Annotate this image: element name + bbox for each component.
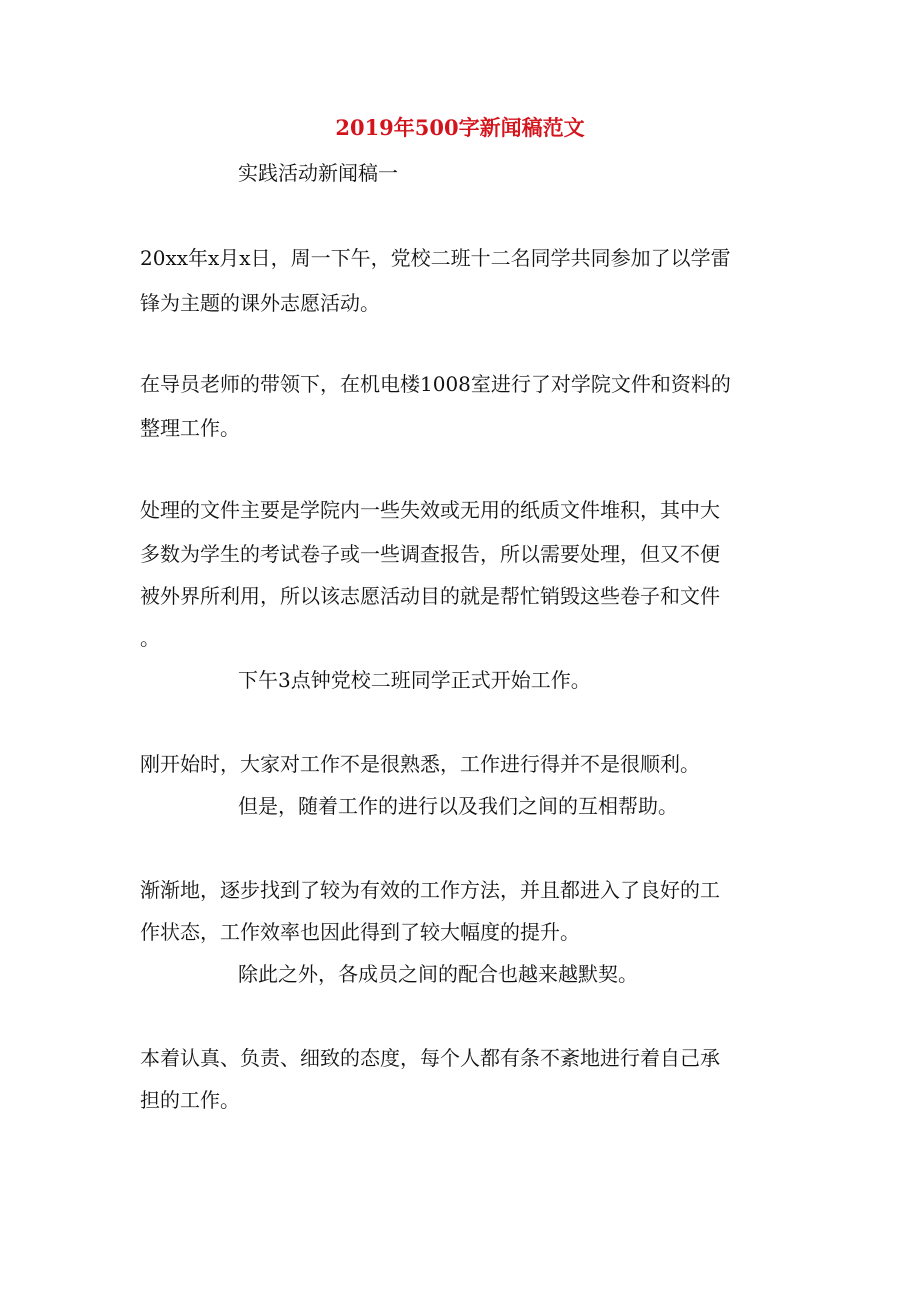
paragraph-4-line-1: 下午3点钟党校二班同学正式开始工作。 [238,668,591,692]
paragraph-6-line-1: 但是，随着工作的进行以及我们之间的互相帮助。 [238,794,678,818]
paragraph-3-line-1: 处理的文件主要是学院内一些失效或无用的纸质文件堆积，其中大 [140,498,720,522]
paragraph-2-line-1: 在导员老师的带领下，在机电楼1008室进行了对学院文件和资料的 [140,372,731,396]
paragraph-3-line-2: 多数为学生的考试卷子或一些调查报告，所以需要处理，但又不便 [140,542,720,566]
paragraph-8-line-1: 除此之外，各成员之间的配合也越来越默契。 [238,962,638,986]
paragraph-1-line-1: 20xx年x月x日，周一下午，党校二班十二名同学共同参加了以学雷 [140,246,731,270]
paragraph-2-line-2: 整理工作。 [140,416,240,440]
paragraph-5-line-1: 刚开始时，大家对工作不是很熟悉，工作进行得并不是很顺利。 [140,752,700,776]
paragraph-3-line-4: 。 [140,626,160,650]
paragraph-7-line-2: 作状态，工作效率也因此得到了较大幅度的提升。 [140,920,580,944]
paragraph-1-line-2: 锋为主题的课外志愿活动。 [140,291,380,315]
paragraph-9-line-1: 本着认真、负责、细致的态度，每个人都有条不紊地进行着自己承 [140,1046,720,1070]
paragraph-9-line-2: 担的工作。 [140,1088,240,1112]
document-title: 2019年500字新闻稿范文 [335,115,585,140]
paragraph-3-line-3: 被外界所利用，所以该志愿活动目的就是帮忙销毁这些卷子和文件 [140,584,720,608]
paragraph-7-line-1: 渐渐地，逐步找到了较为有效的工作方法，并且都进入了良好的工 [140,878,720,902]
subtitle-line: 实践活动新闻稿一 [238,161,398,185]
